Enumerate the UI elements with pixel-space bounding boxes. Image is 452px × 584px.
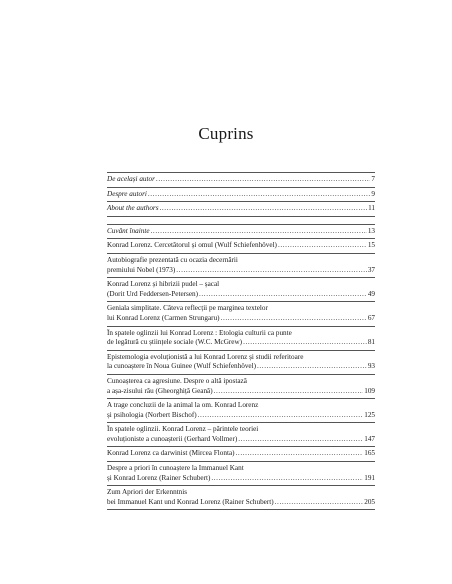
- toc-entry-title: și Konrad Lorenz (Rainer Schubert): [107, 473, 211, 482]
- toc-page-number: 13: [367, 226, 375, 235]
- dot-leader: [198, 411, 364, 421]
- toc-entry-row: [107, 175, 375, 185]
- dot-leader: [211, 474, 363, 484]
- toc-page-number: 9: [371, 189, 375, 198]
- toc-entry: [107, 326, 375, 350]
- toc-entry-title: evoluționiste a cunoașterii (Gerhard Vollmer): [107, 434, 238, 443]
- toc-entry-row: [107, 290, 375, 300]
- toc-page-number: 165: [364, 449, 375, 458]
- dot-leader: [257, 362, 367, 372]
- dot-leader: [160, 204, 368, 214]
- toc-entry-title: bei Immanuel Kant und Konrad Lorenz (Rainer Schubert): [107, 497, 274, 506]
- dot-leader: [236, 449, 364, 459]
- toc-entry-title: de legătură cu științele sociale (W.C. McGrew): [107, 338, 243, 347]
- toc-entry-row: [107, 362, 375, 372]
- toc-entry-title-line: A trage concluzii de la animal la om. Konrad Lorenz: [107, 401, 259, 410]
- toc-entry-row: [107, 474, 375, 484]
- toc-entry-title: a așa-zisului rău (Gheorghiță Geană): [107, 386, 213, 395]
- toc-page-number: 81: [367, 338, 375, 347]
- toc-entry: [107, 301, 375, 325]
- toc-entry-title-line: Cunoașterea ca agresiune. Despre o altă ipostază: [107, 376, 247, 385]
- toc-entry-row: [107, 190, 375, 200]
- toc-entry: [107, 187, 375, 202]
- toc-entry: [107, 398, 375, 422]
- dot-leader: [199, 290, 367, 300]
- toc-entry: [107, 277, 375, 301]
- dot-leader: [238, 435, 363, 445]
- toc-page-number: 125: [364, 410, 375, 419]
- toc-entry: [107, 238, 375, 253]
- toc-entry-title-line: Zum Apriori der Erkenntnis: [107, 488, 188, 497]
- dot-leader: [151, 227, 367, 237]
- toc-entry-row: [107, 241, 375, 251]
- toc-entry-row: [107, 387, 375, 397]
- toc-entry-title-line: Epistemologia evoluționistă a lui Konrad Lorenz și studii referitoare: [107, 352, 304, 361]
- toc-entry-title-line: Konrad Lorenz și hibrizii pudel – șacal: [107, 280, 220, 289]
- toc-entry-title: De același autor: [107, 175, 155, 183]
- toc-entry-row: [107, 266, 375, 276]
- toc-entry: [107, 485, 375, 510]
- toc-page-number: 37: [367, 265, 375, 274]
- page-title: Cuprins: [198, 124, 254, 143]
- toc-entry: [107, 172, 375, 187]
- dot-leader: [156, 175, 370, 185]
- toc-entry-row: [107, 227, 375, 237]
- toc-entry-row: [107, 411, 375, 421]
- toc-page-number: 15: [367, 241, 375, 250]
- toc-entry: [107, 446, 375, 461]
- toc-entry-row: [107, 338, 375, 348]
- table-of-contents: [107, 172, 375, 510]
- toc-entry-row: [107, 498, 375, 508]
- toc-entry: [107, 374, 375, 398]
- toc-page-number: 147: [364, 434, 375, 443]
- toc-entry-row: [107, 314, 375, 324]
- toc-page-number: 205: [364, 497, 375, 506]
- toc-entry-title: la cunoaștere în Noua Guinee (Wulf Schiefenhövel): [107, 362, 256, 371]
- toc-entry-title: Cuvânt înainte: [107, 226, 150, 235]
- toc-entry-row: [107, 435, 375, 445]
- dot-leader: [148, 190, 371, 200]
- toc-entry-title: premiului Nobel (1973): [107, 265, 176, 274]
- toc-entry-title-line: Despre a priori în cunoaștere la Immanuel Kant: [107, 464, 244, 473]
- dot-leader: [221, 314, 367, 324]
- toc-entry-title-line: În spatele oglinzii lui Konrad Lorenz : Etologia culturii ca punte: [107, 328, 292, 337]
- toc-entry-title-line: Geniala simplitate. Câteva reflecții pe marginea textelor: [107, 304, 268, 313]
- toc-entry-row: [107, 449, 375, 459]
- toc-entry-row: [107, 204, 375, 214]
- toc-entry-title: și psihologia (Norbert Bischof): [107, 410, 197, 419]
- dot-leader: [278, 241, 367, 251]
- dot-leader: [176, 266, 367, 276]
- dot-leader: [214, 387, 364, 397]
- toc-entry: [107, 201, 375, 217]
- toc-entry-title: Konrad Lorenz. Cercetătorul și omul (Wulf Schiefenhövel): [107, 241, 277, 250]
- toc-entry: [107, 461, 375, 485]
- toc-entry: [107, 224, 375, 239]
- toc-entry-title: Konrad Lorenz ca darwinist (Mircea Flonta): [107, 449, 235, 458]
- toc-entry-title-line: În spatele oglinzii. Konrad Lorenz – părintele teoriei: [107, 425, 259, 434]
- toc-entry-title: lui Konrad Lorenz (Carmen Strungaru): [107, 313, 220, 322]
- toc-entry: [107, 253, 375, 277]
- dot-leader: [243, 338, 367, 348]
- toc-page-number: 191: [364, 473, 375, 482]
- toc-entry-title: Despre autori: [107, 189, 147, 198]
- toc-entry-title: (Dorit Urd Feddersen-Petersen): [107, 289, 199, 298]
- toc-page-number: 49: [367, 289, 375, 298]
- toc-entry-title-line: Autobiografie prezentată cu ocazia decernării: [107, 255, 238, 264]
- toc-page-number: 109: [364, 386, 375, 395]
- toc-page-number: 11: [368, 204, 375, 213]
- toc-page-number: 67: [367, 313, 375, 322]
- toc-entry: [107, 422, 375, 446]
- toc-page-number: 93: [367, 362, 375, 371]
- toc-entry-title: About the authors: [107, 204, 159, 213]
- toc-entry: [107, 350, 375, 374]
- toc-page-number: 7: [371, 175, 375, 183]
- dot-leader: [275, 498, 364, 508]
